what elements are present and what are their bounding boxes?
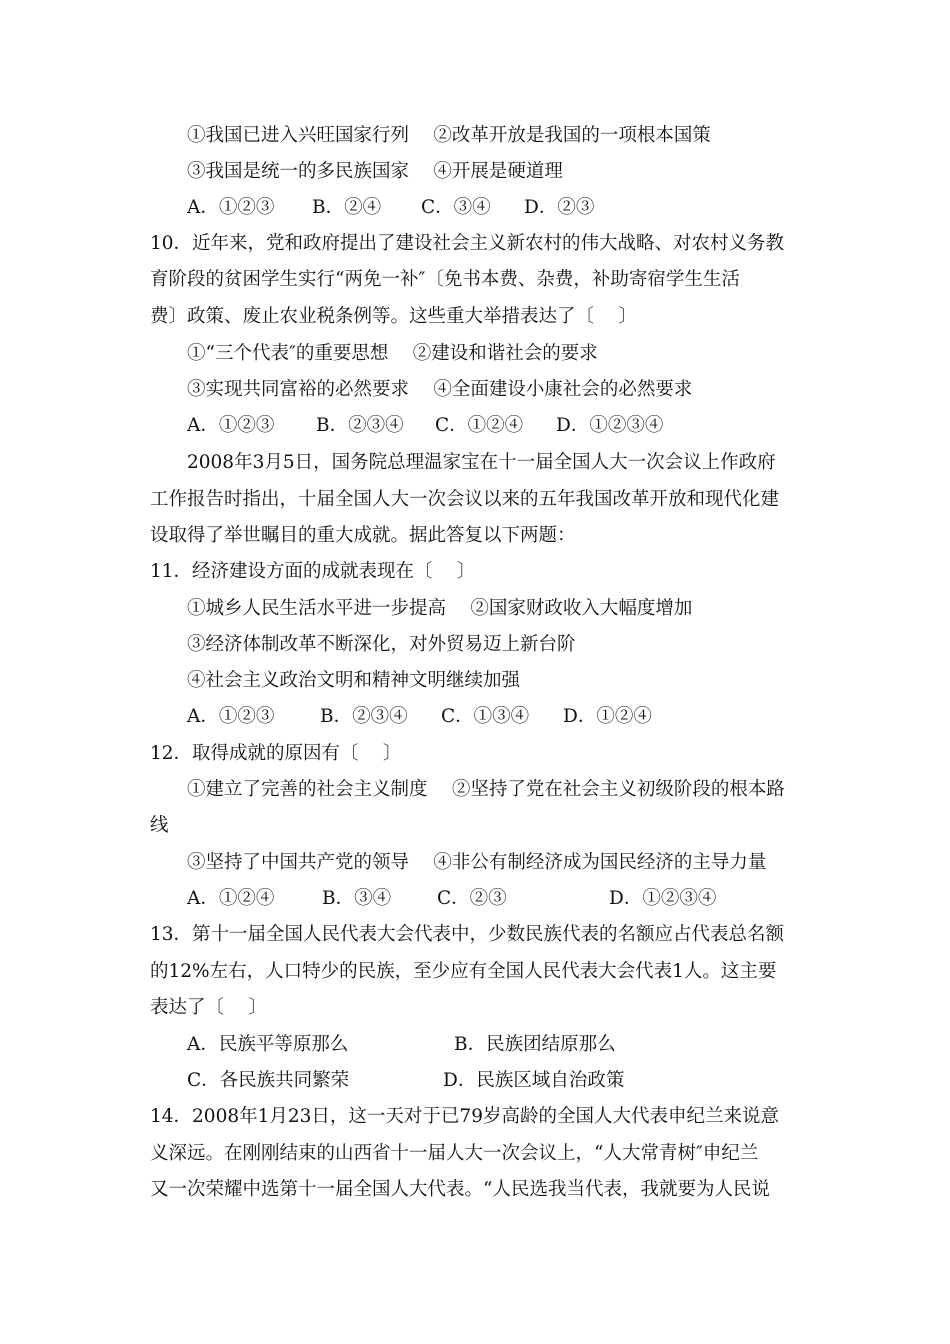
q11-option-d: D．①②④ bbox=[563, 706, 652, 727]
q9-option-c: C．③④ bbox=[421, 197, 491, 218]
q14-stem-3: 又一次荣耀中选第十一届全国人大代表。“人民选我当代表，我就要为人民说 bbox=[150, 1179, 770, 1200]
q13-option-b: B．民族团结原那么 bbox=[454, 1034, 616, 1055]
q10-statements-1: ①“三个代表″的重要思想 ②建设和谐社会的要求 bbox=[187, 343, 598, 364]
q13-option-d: D．民族区域自治政策 bbox=[443, 1070, 625, 1091]
q12-option-d: D．①②③④ bbox=[609, 888, 717, 909]
q12-option-c: C．②③ bbox=[437, 888, 507, 909]
q9-option-b: B．②④ bbox=[312, 197, 382, 218]
q12-option-a: A．①②④ bbox=[187, 888, 275, 909]
passage-line-2: 工作报告时指出，十届全国人大一次会议以来的五年我国改革开放和现代化建 bbox=[150, 489, 780, 510]
q11-option-b: B．②③④ bbox=[320, 706, 408, 727]
q14-stem-2: 义深远。在刚刚结束的山西省十一届人大一次会议上，“人大常青树″申纪兰 bbox=[150, 1143, 759, 1164]
q13-option-a: A．民族平等原那么 bbox=[187, 1034, 349, 1055]
q14-stem-1: 14．2008年1月23日，这一天对于已79岁高龄的全国人大代表申纪兰来说意 bbox=[150, 1106, 779, 1127]
q10-statements-2: ③实现共同富裕的必然要求 ④全面建设小康社会的必然要求 bbox=[187, 379, 693, 400]
q11-statements-2: ③经济体制改革不断深化，对外贸易迈上新台阶 bbox=[187, 634, 576, 655]
q11-statements-3: ④社会主义政治文明和精神文明继续加强 bbox=[187, 670, 521, 691]
q10-option-d: D．①②③④ bbox=[556, 415, 664, 436]
q13-stem-3: 表达了〔 〕 bbox=[150, 997, 267, 1018]
q9-statements-1: ①我国已进入兴旺国家行列 ②改革开放是我国的一项根本国策 bbox=[187, 125, 711, 146]
q11-statements-1: ①城乡人民生活水平进一步提高 ②国家财政收入大幅度增加 bbox=[187, 598, 693, 619]
q9-option-d: D．②③ bbox=[524, 197, 595, 218]
q10-stem-2: 育阶段的贫困学生实行“两免一补″〔免书本费、杂费，补助寄宿学生生活 bbox=[150, 269, 740, 290]
q13-option-c: C．各民族共同繁荣 bbox=[187, 1070, 350, 1091]
q13-stem-2: 的12%左右，人口特少的民族，至少应有全国人民代表大会代表1人。这主要 bbox=[150, 961, 777, 982]
q12-option-b: B．③④ bbox=[322, 888, 392, 909]
q11-stem: 11．经济建设方面的成就表现在〔 〕 bbox=[150, 561, 476, 582]
q9-option-a: A．①②③ bbox=[187, 197, 275, 218]
passage-line-3: 设取得了举世瞩目的重大成就。据此答复以下两题： bbox=[150, 525, 576, 546]
q10-option-c: C．①②④ bbox=[435, 415, 524, 436]
q10-option-b: B．②③④ bbox=[316, 415, 404, 436]
q12-stem: 12．取得成就的原因有〔 〕 bbox=[150, 743, 402, 764]
q12-statements-1-cont: 线 bbox=[150, 815, 169, 836]
q12-statements-1: ①建立了完善的社会主义制度 ②坚持了党在社会主义初级阶段的根本路 bbox=[187, 779, 785, 800]
q12-statements-2: ③坚持了中国共产党的领导 ④非公有制经济成为国民经济的主导力量 bbox=[187, 852, 767, 873]
q13-stem-1: 13．第十一届全国人民代表大会代表中，少数民族代表的名额应占代表总名额 bbox=[150, 924, 785, 945]
q10-stem-1: 10．近年来，党和政府提出了建设社会主义新农村的伟大战略、对农村义务教 bbox=[150, 233, 785, 254]
q11-option-c: C．①③④ bbox=[441, 706, 530, 727]
q10-stem-3: 费〕政策、废止农业税条例等。这些重大举措表达了〔 〕 bbox=[150, 306, 637, 327]
q11-option-a: A．①②③ bbox=[187, 706, 275, 727]
q10-option-a: A．①②③ bbox=[187, 415, 275, 436]
passage-line-1: 2008年3月5日，国务院总理温家宝在十一届全国人大一次会议上作政府 bbox=[187, 452, 776, 473]
q9-statements-2: ③我国是统一的多民族国家 ④开展是硬道理 bbox=[187, 161, 563, 182]
